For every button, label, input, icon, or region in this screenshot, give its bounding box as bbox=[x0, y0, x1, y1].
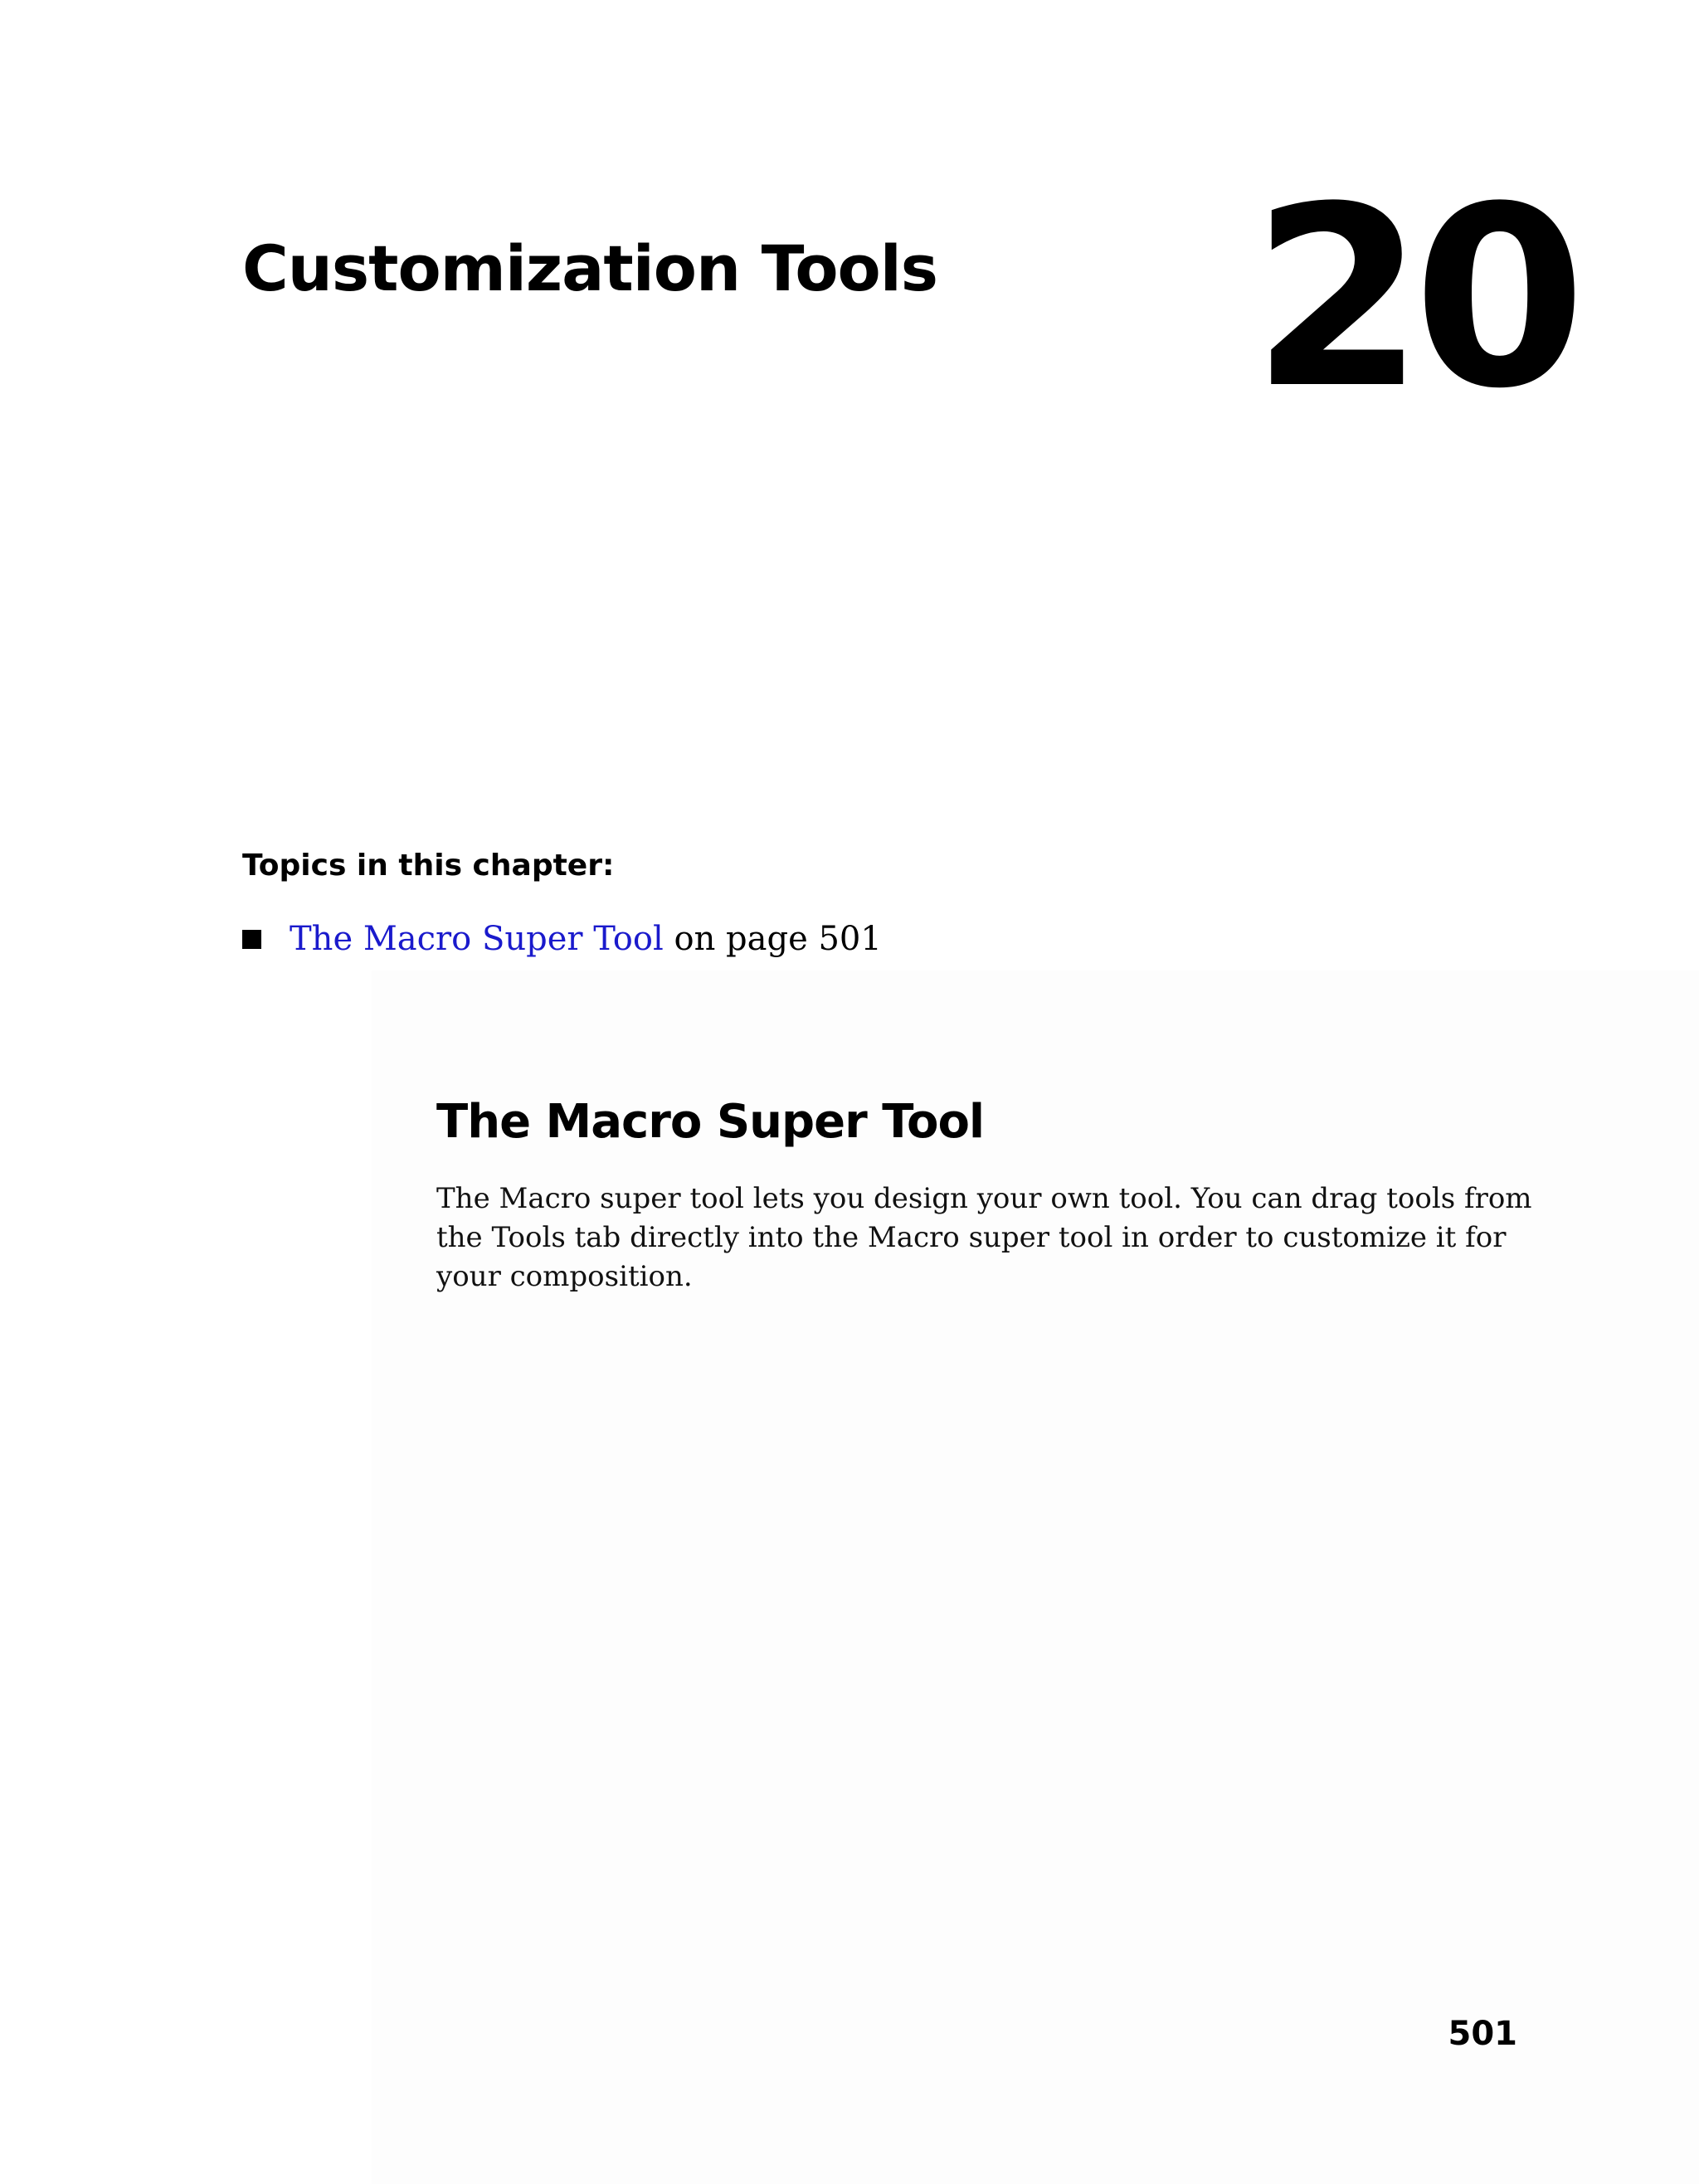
section-heading: The Macro Super Tool bbox=[436, 1095, 985, 1149]
chapter-number: 20 bbox=[1251, 153, 1575, 443]
section-body: The Macro super tool lets you design your own tool. You can drag tools from the Tools tab directly into the Macro super tool in order to customize it for your composition. bbox=[436, 1182, 1532, 1293]
topic-page-reference: on page 501 bbox=[663, 920, 882, 958]
topics-list bbox=[242, 916, 882, 962]
page-number: 501 bbox=[1448, 2015, 1517, 2053]
chapter-title: Customization Tools bbox=[242, 231, 938, 305]
square-bullet-icon bbox=[242, 930, 261, 949]
topics-label: Topics in this chapter: bbox=[242, 849, 615, 883]
topic-link-macro-super-tool[interactable]: The Macro Super Tool bbox=[290, 920, 664, 958]
content-background bbox=[372, 970, 1699, 2184]
list-item bbox=[242, 916, 882, 962]
